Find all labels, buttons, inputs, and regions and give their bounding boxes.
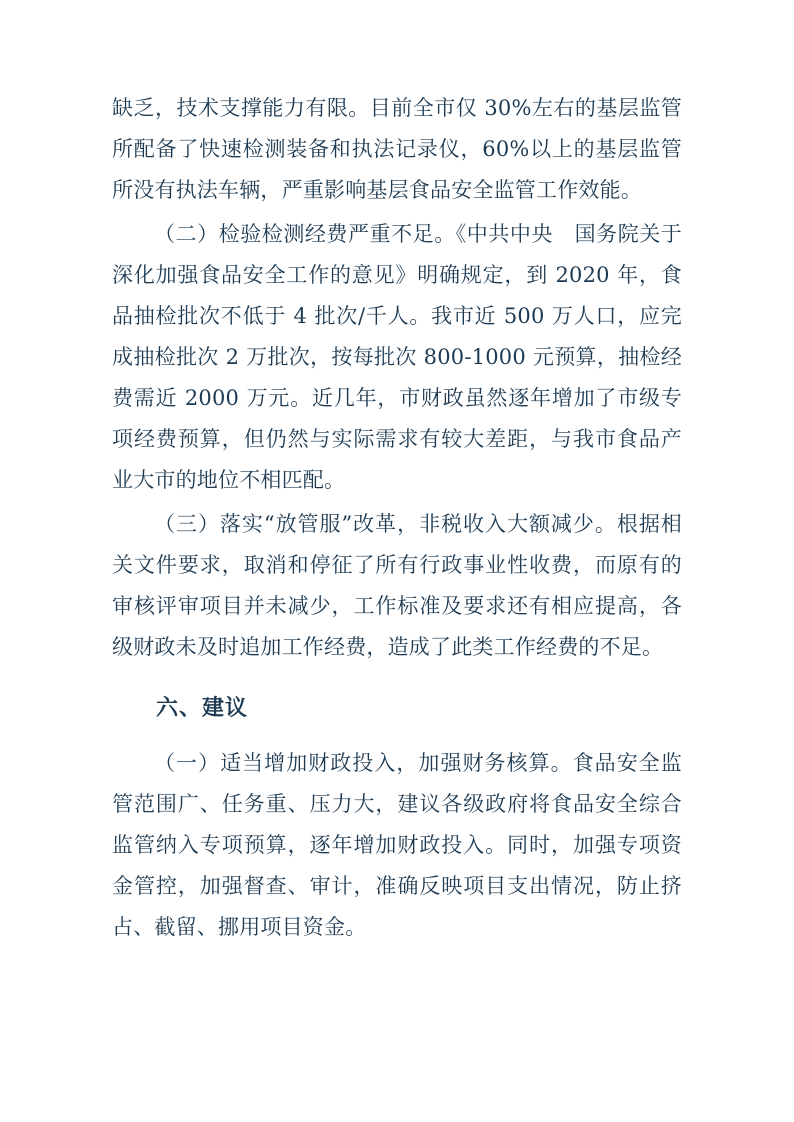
heading-spacer-bottom (112, 729, 682, 743)
section-heading-six: 六、建议 (156, 695, 249, 721)
document-body (112, 88, 682, 948)
paragraph-section-two: （二）检验检测经费严重不足。《中共中央 国务院关于深化加强食品安全工作的意见》明确规定，到 2020 年，食品抽检批次不低于 4 批次/千人。我市近 500 万人口，应完成抽检批次 2 万批次，按每批次 800-1000 元预算，抽检经费需近 2000 万元。近几年，市财政虽然逐年增加了市级专项经费预算，但仍然与实际需求有较大差距，与我市食品产业大市的地位不相匹配。 (112, 222, 682, 492)
paragraph-suggestion-one: （一）适当增加财政投入，加强财务核算。食品安全监管范围广、任务重、压力大，建议各级政府将食品安全综合监管纳入专项预算，逐年增加财政投入。同时，加强专项资金管控，加强督查、审计，准确反映项目支出情况，防止挤占、截留、挪用项目资金。 (112, 751, 682, 939)
paragraph-continuation: 缺乏，技术支撑能力有限。目前全市仅 30%左右的基层监管所配备了快速检测装备和执法记录仪，60%以上的基层监管所没有执法车辆，严重影响基层食品安全监管工作效能。 (112, 96, 682, 202)
paragraph-section-three: （三）落实“放管服”改革，非税收入大额减少。根据相关文件要求，取消和停征了所有行政事业性收费，而原有的审核评审项目并未减少，工作标准及要求还有相应提高，各级财政未及时追加工作经费，造成了此类工作经费的不足。 (112, 512, 682, 659)
heading-spacer-top (112, 668, 682, 688)
